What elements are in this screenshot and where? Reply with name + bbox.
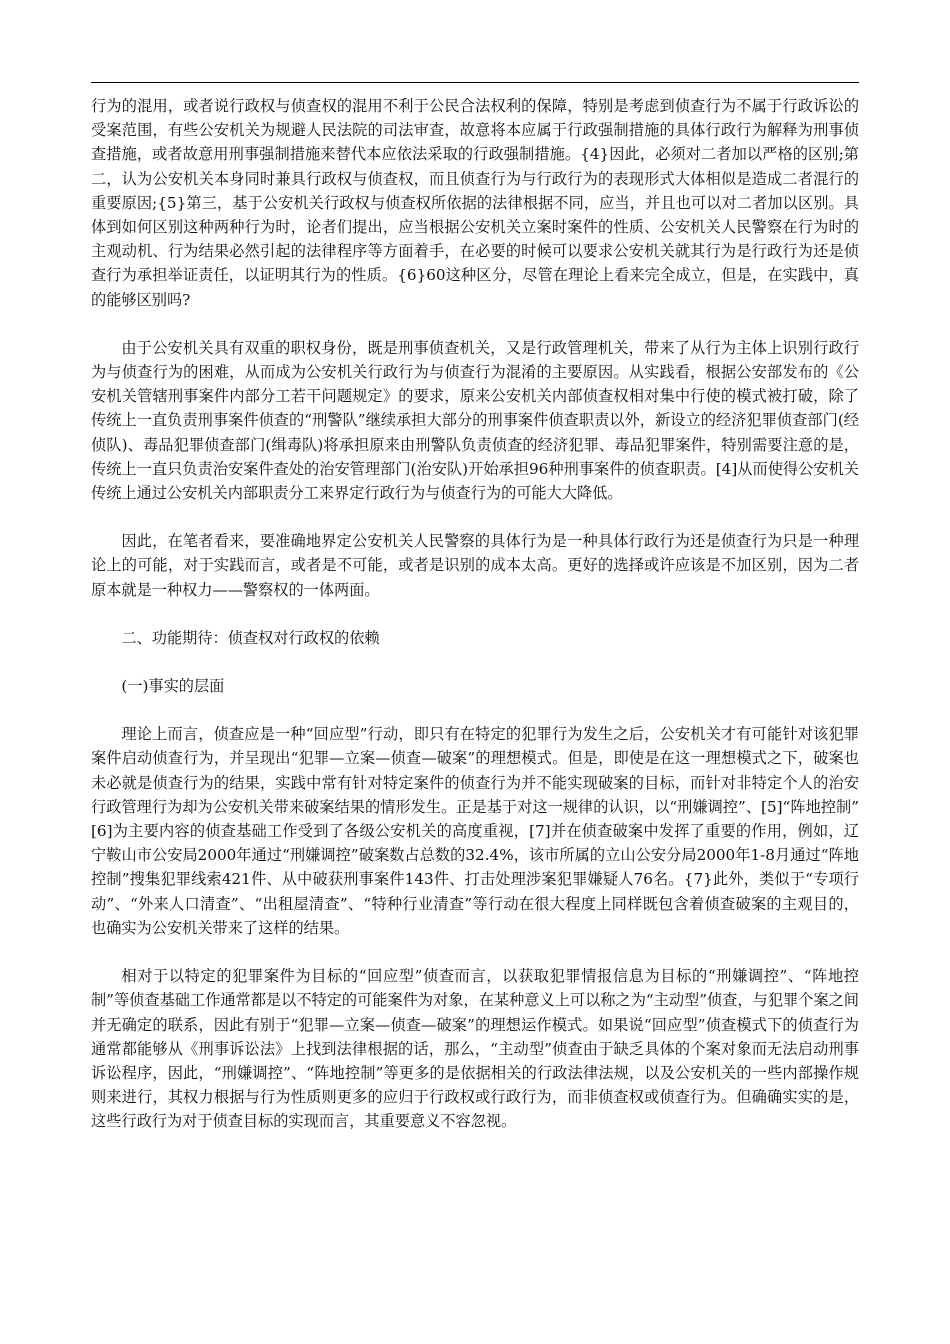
paragraph-2: 由于公安机关具有双重的职权身份，既是刑事侦查机关，又是行政管理机关，带来了从行为主体上识别行政行为与侦查行为的困难，从而成为公安机关行政行为与侦查行为混淆的主要原因。从实践看，根据公安部发布的《公安机关管辖刑事案件内部分工若干问题规定》的要求，原来公安机关内部侦查权相对集中行使的模式被打破，除了传统上一直负责刑事案件侦查的“刑警队”继续承担大部分的刑事案件侦查职责以外，新设立的经济犯罪侦查部门(经侦队)、毒品犯罪侦查部门(缉毒队)将承担原来由刑警队负责侦查的经济犯罪、毒品犯罪案件，特别需要注意的是，传统上一直只负责治安案件查处的治安管理部门(治安队)开始承担96种刑事案件的侦查职责。[4]从而使得公安机关传统上通过公安机关内部职责分工来界定行政行为与侦查行为的可能大大降低。 bbox=[91, 338, 859, 503]
document-body bbox=[91, 94, 859, 1134]
subsection-heading: (一)事实的层面 bbox=[121, 677, 225, 696]
paragraph-4: 理论上而言，侦查应是一种“回应型”行动，即只有在特定的犯罪行为发生之后，公安机关才有可能针对该犯罪案件启动侦查行为，并呈现出“犯罪—立案—侦查—破案”的理想模式。但是，即使是在这一理想模式之下，破案也未必就是侦查行为的结果，实践中常有针对特定案件的侦查行为并不能实现破案的目标，而针对非特定个人的治安行政管理行为却为公安机关带来破案结果的情形发生。正是基于对这一规律的认识，以“刑嫌调控”、[5]“阵地控制” [6]为主要内容的侦查基础工作受到了各级公安机关的高度重视，[7]并在侦查破案中发挥了重要的作用，例如，辽宁鞍山市公安局2000年通过“刑嫌调控”破案数占总数的32.4%，该市所属的立山公安分局2000年1-8月通过“阵地控制”搜集犯罪线索421件、从中破获刑事案件143件、打击处理涉案犯罪嫌疑人76名。{7}此外，类似于“专项行动”、“外来人口清查”、“出租屋清查”、“特种行业清查”等行动在很大程度上同样既包含着侦查破案的主观目的，也确实为公安机关带来了这样的结果。 bbox=[91, 725, 859, 937]
paragraph-1: 行为的混用，或者说行政权与侦查权的混用不利于公民合法权利的保障，特别是考虑到侦查行为不属于行政诉讼的受案范围，有些公安机关为规避人民法院的司法审查，故意将本应属于行政强制措施的具体行政行为解释为刑事侦查措施，或者故意用刑事强制措施来替代本应依法采取的行政强制措施。{4}因此，必须对二者加以严格的区别;第二，认为公安机关本身同时兼具行政权与侦查权，而且侦查行为与行政行为的表现形式大体相似是造成二者混行的重要原因;{5}第三，基于公安机关行政权与侦查权所依据的法律根据不同，应当，并且也可以对二者加以区别。具体到如何区别这种两种行为时，论者们提出，应当根据公安机关立案时案件的性质、公安机关人民警察在行为时的主观动机、行为结果必然引起的法律程序等方面着手，在必要的时候可以要求公安机关就其行为是行政行为还是侦查行为承担举证责任，以证明其行为的性质。{6}60这种区分，尽管在理论上看来完全成立，但是，在实践中，真的能够区别吗? bbox=[91, 97, 859, 309]
paragraph-3: 因此，在笔者看来，要准确地界定公安机关人民警察的具体行为是一种具体行政行为还是侦查行为只是一种理论上的可能，对于实践而言，或者是不可能，或者是识别的成本太高。更好的选择或许应该是不加区别，因为二者原本就是一种权力——警察权的一体两面。 bbox=[91, 532, 859, 599]
paragraph-5: 相对于以特定的犯罪案件为目标的“回应型”侦查而言，以获取犯罪情报信息为目标的“刑嫌调控”、“阵地控制”等侦查基础工作通常都是以不特定的可能案件为对象，在某种意义上可以称之为“主动型”侦查，与犯罪个案之间并无确定的联系，因此有别于“犯罪—立案—侦查—破案”的理想运作模式。如果说“回应型”侦查模式下的侦查行为通常都能够从《刑事诉讼法》上找到法律根据的话，那么，“主动型”侦查由于缺乏具体的个案对象而无法启动刑事诉讼程序，因此，“刑嫌调控”、“阵地控制”等更多的是依据相关的行政法律法规，以及公安机关的一些内部操作规则来进行，其权力根据与行为性质则更多的应归于行政权或行政行为，而非侦查权或侦查行为。但确确实实的是，这些行政行为对于侦查目标的实现而言，其重要意义不容忽视。 bbox=[91, 967, 859, 1131]
header-rule bbox=[91, 82, 859, 83]
section-heading: 二、功能期待：侦查权对行政权的依赖 bbox=[121, 628, 380, 647]
